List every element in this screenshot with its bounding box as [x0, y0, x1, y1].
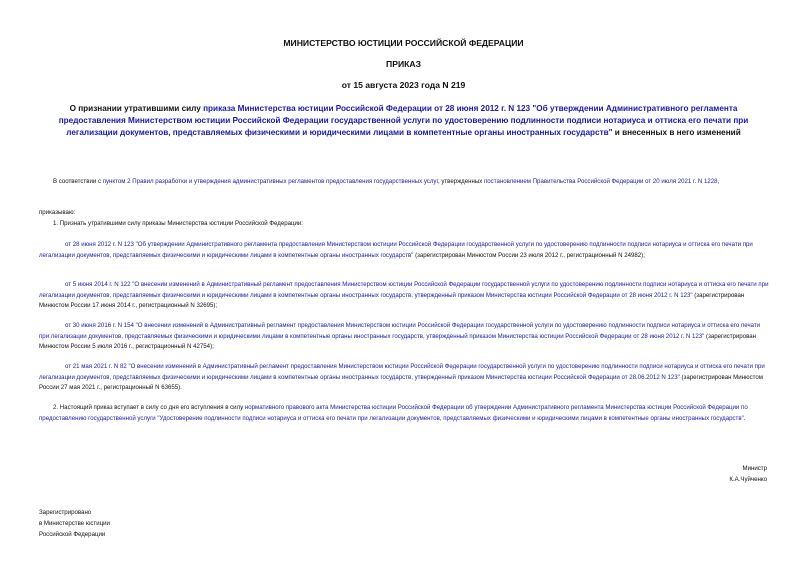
registration-line-3: Российской Федерации — [39, 531, 106, 538]
item-3-link[interactable]: от 30 июня 2016 г. N 154 "О внесении изменений в Административный регламент предоставления Министерством юстиции Российской Федерации государственной услуги по удостоверению подлинности подписи нотариуса и оттиска его печати при легализации документов, представляемых физическими и юридическими лицами в компетентные органы иностранных государств, утвержденный приказом Министерства юстиции Российской Федерации от 28 июня 2012 г. N 123" — [39, 322, 761, 340]
item-1-link[interactable]: от 28 июня 2012 г. N 123 "Об утверждении Административного регламента предоставления Министерством юстиции Российской Федерации государственной услуги по удостоверению подлинности подписи нотариуса и оттиска его печати при легализации документов, представляемых физическими и юридическими лицами в компетентные органы иностранных государств" — [39, 241, 753, 259]
list-item-4 — [39, 362, 769, 394]
preamble-text-1: В соответствии с — [53, 178, 103, 185]
signature-name: К.А.Чуйченко — [729, 476, 767, 483]
item-2-link[interactable]: от 5 июня 2014 г. N 122 "О внесении изменений в Административный регламент предоставления Министерством юстиции Российской Федерации государственной услуги по удостоверению подлинности подписи нотариуса и оттиска его печати при легализации документов, представляемых физическими и юридическими лицами в компетентные органы иностранных государств, утвержденный приказом Министерства юстиции Российской Федерации от 28 июня 2012 г. N 123" — [39, 281, 769, 299]
point-1: 1. Признать утратившими силу приказы Министерства юстиции Российской Федерации: — [53, 220, 303, 227]
list-item-2 — [39, 280, 769, 312]
preamble-text-2: , утвержденных — [437, 178, 484, 185]
item-1-registration: (зарегистрирован Минюстом России 23 июля 2012 г., регистрационный N 24982); — [413, 251, 645, 259]
list-item-3 — [39, 321, 769, 353]
list-item-1 — [39, 240, 769, 261]
point-2 — [39, 403, 769, 424]
order-word: приказываю: — [39, 209, 76, 216]
title-suffix: и внесенных в него изменений — [612, 128, 741, 137]
date-number: от 15 августа 2023 года N 219 — [341, 80, 466, 90]
title-link[interactable]: приказа Министерства юстиции Российской Федерации от 28 июня 2012 г. N 123 "Об утверждении Административного регламента предоставления Министерством юстиции Российской Федерации государственной услуги по удостоверению подлинности подписи нотариуса и оттиска его печати при легализации документов, представляемых физическими и юридическими лицами в компетентные органы иностранных государств" — [58, 104, 749, 137]
item-2-registration: (зарегистрирован Минюстом России 17 июня 2014 г., регистрационный N 32695); — [39, 291, 745, 310]
ministry-heading: МИНИСТЕРСТВО ЮСТИЦИИ РОССИЙСКОЙ ФЕДЕРАЦИИ — [283, 38, 524, 48]
preamble-link-resolution[interactable]: постановлением Правительства Российской Федерации от 20 июля 2021 г. N 1228 — [483, 178, 718, 185]
point-2-text-1: 2. Настоящий приказ вступает в силу со дня его вступления в силу — [53, 404, 245, 411]
signature-block — [729, 463, 767, 485]
title-prefix: О признании утратившими силу — [69, 104, 204, 113]
doc-type-heading: ПРИКАЗ — [386, 59, 421, 69]
item-4-link[interactable]: от 21 мая 2021 г. N 82 "О внесении изменений в Административный регламент предоставления Министерством юстиции Российской Федерации государственной услуги по удостоверению подлинности подписи нотариуса и оттиска его печати при легализации документов, представляемых физическими и юридическими лицами в компетентные органы иностранных государств, утвержденный приказом Министерства юстиции Российской Федерации от 28.06.2012 N 123" — [39, 363, 765, 381]
registration-block — [39, 507, 110, 540]
preamble-link-rules[interactable]: пунктом 2 Правил разработки и утверждения административных регламентов предоставления государственных услуг — [102, 178, 438, 185]
document-title — [46, 103, 761, 139]
item-4-registration: (зарегистрирован Минюстом России 27 мая 2021 г., регистрационный N 63655). — [39, 373, 763, 392]
registration-line-1: Зарегистрировано — [39, 509, 92, 516]
item-3-registration: (зарегистрирован Минюстом России 5 июля 2016 г., регистрационный N 42754); — [39, 332, 756, 351]
registration-line-2: в Министерстве юстиции — [39, 520, 110, 527]
point-2-text-2: . — [743, 414, 746, 422]
signature-position: Министр — [742, 465, 767, 472]
point-2-link[interactable]: нормативного правового акта Министерства юстиции Российской Федерации об утверждении Административного регламента Министерства юстиции Российской Федерации по предоставлению государственной услуги "Удостоверение подлинности подписи нотариуса и оттиска его печати при легализации документов, представляемых физическими и юридическими лицами в компетентные органы иностранных государств" — [39, 404, 748, 422]
preamble-paragraph — [39, 177, 769, 188]
preamble-text-3: , — [717, 178, 720, 185]
